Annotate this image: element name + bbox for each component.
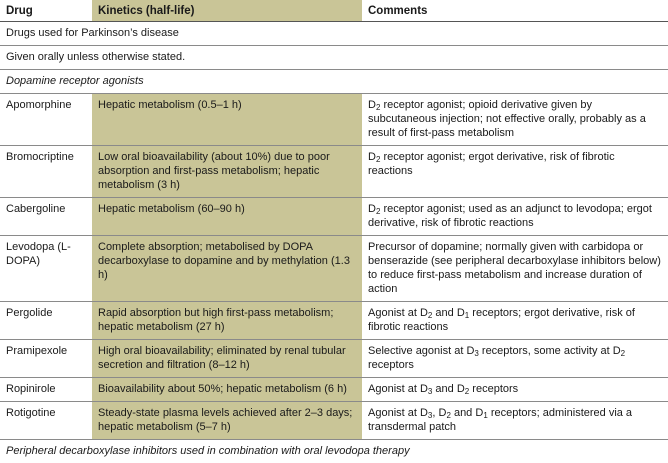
intro-text: Drugs used for Parkinson’s disease	[0, 22, 668, 46]
drug-name-cell: Cabergoline	[0, 198, 92, 236]
drug-name-cell: Rotigotine	[0, 402, 92, 440]
intro-row	[0, 22, 668, 46]
drug-name-cell: Pramipexole	[0, 340, 92, 378]
header-drug: Drug	[0, 0, 92, 22]
kinetics-cell: Bioavailability about 50%; hepatic metabolism (6 h)	[92, 378, 362, 402]
table-row	[0, 302, 668, 340]
comments-cell: $D_2$ receptor agonist; opioid derivative given by subcutaneous injection; not effective orally, probably as a result of first-pass metabolism	[362, 94, 668, 146]
kinetics-cell: Complete absorption; metabolised by DOPA decarboxylase to dopamine and by methylation (1.3 h)	[92, 236, 362, 302]
table-row	[0, 94, 668, 146]
drug-name-cell: Bromocriptine	[0, 146, 92, 198]
section-row	[0, 440, 668, 463]
kinetics-cell: High oral bioavailability; eliminated by renal tubular secretion and filtration (8–12 h)	[92, 340, 362, 378]
header-kinetics: Kinetics (half-life)	[92, 0, 362, 22]
table-row	[0, 146, 668, 198]
comments-cell: $D_2$ receptor agonist; used as an adjunct to levodopa; ergot derivative, risk of fibrotic reactions	[362, 198, 668, 236]
drug-name-cell: Pergolide	[0, 302, 92, 340]
kinetics-cell: Hepatic metabolism (0.5–1 h)	[92, 94, 362, 146]
kinetics-cell: Low oral bioavailability (about 10%) due to poor absorption and first-pass metabolism; hepatic metabolism (3 h)	[92, 146, 362, 198]
header-comments: Comments	[362, 0, 668, 22]
kinetics-cell: Steady-state plasma levels achieved after 2–3 days; hepatic metabolism (5–7 h)	[92, 402, 362, 440]
table-row	[0, 402, 668, 440]
drug-name-cell: Ropinirole	[0, 378, 92, 402]
kinetics-cell: Hepatic metabolism (60–90 h)	[92, 198, 362, 236]
section-title: Dopamine receptor agonists	[0, 70, 668, 94]
comments-cell: Selective agonist at $D_3$ receptors, some activity at $D_2$ receptors	[362, 340, 668, 378]
table-header-row	[0, 0, 668, 22]
table-row	[0, 340, 668, 378]
drug-name-cell: Apomorphine	[0, 94, 92, 146]
section-row	[0, 70, 668, 94]
kinetics-cell: Rapid absorption but high first-pass metabolism; hepatic metabolism (27 h)	[92, 302, 362, 340]
intro-text: Given orally unless otherwise stated.	[0, 46, 668, 70]
intro-row	[0, 46, 668, 70]
table-row	[0, 378, 668, 402]
section-title: Peripheral decarboxylase inhibitors used in combination with oral levodopa therapy	[0, 440, 668, 463]
comments-cell: Precursor of dopamine; normally given with carbidopa or benserazide (see peripheral decarboxylase inhibitors below) to reduce first-pass metabolism and increase duration of action	[362, 236, 668, 302]
table-row	[0, 236, 668, 302]
comments-cell: Agonist at $D_3$ and $D_2$ receptors	[362, 378, 668, 402]
comments-cell: Agonist at $D_2$ and $D_1$ receptors; ergot derivative, risk of fibrotic reactions	[362, 302, 668, 340]
comments-cell: $D_2$ receptor agonist; ergot derivative, risk of fibrotic reactions	[362, 146, 668, 198]
table-row	[0, 198, 668, 236]
comments-cell: Agonist at $D_3$, $D_2$ and $D_1$ receptors; administered via a transdermal patch	[362, 402, 668, 440]
drug-name-cell: Levodopa (L-DOPA)	[0, 236, 92, 302]
